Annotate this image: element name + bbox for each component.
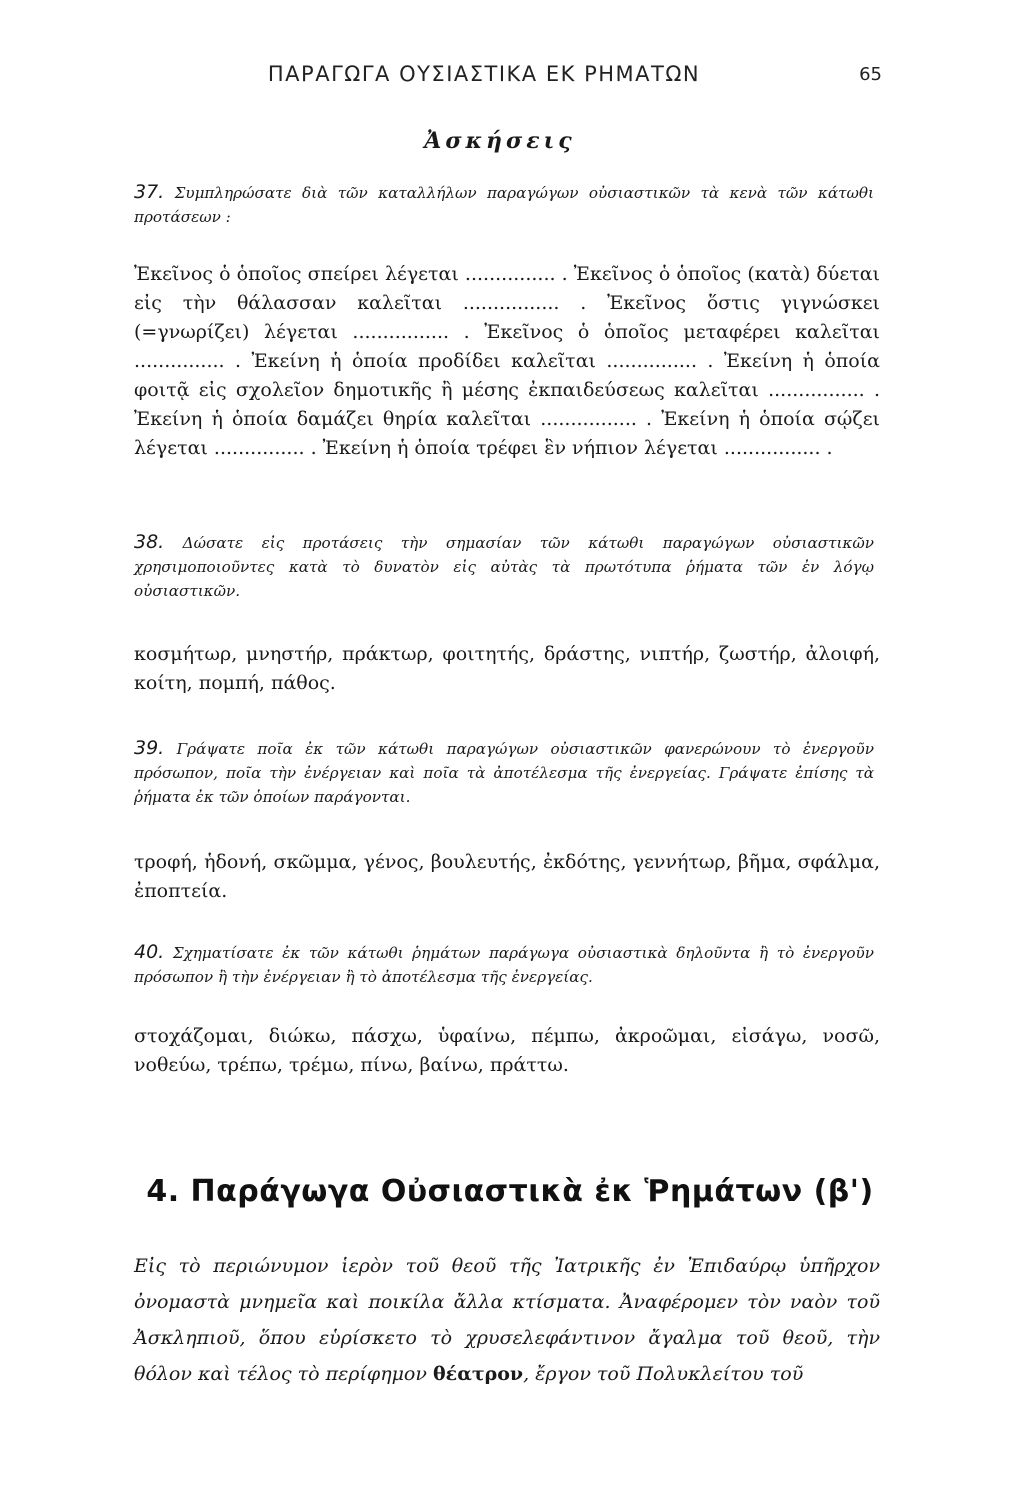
exercise-37-instruction: [134, 180, 874, 229]
body-paragraph: [134, 1248, 880, 1392]
exercise-39-words: τροφή, ἡδονή, σκῶμμα, γένος, βουλευτής, ἐκδότης, γεννήτωρ, βῆμα, σφάλμα, ἐποπτεία.: [134, 851, 880, 902]
emphasized-word: θέατρον: [432, 1363, 524, 1385]
fill-sentence: Ἐκείνη ἡ ὁποία σῴζει λέγεται: [134, 408, 881, 459]
fill-sentence: Ἐκεῖνος ὁ ὁποῖος μεταφέρει καλεῖται: [484, 321, 880, 343]
exercise-39-instruction: [134, 736, 874, 809]
exercise-40-instruction: [134, 940, 874, 989]
page-number: 65: [859, 64, 882, 85]
exercise-number: 40.: [134, 941, 165, 963]
section-title: Ἀσκήσεις: [424, 128, 576, 154]
exercise-38-instruction: [134, 530, 874, 603]
exercise-37-text: Ἐκεῖνος ὁ ὁποῖος σπείρει λέγεται ............... . Ἐκεῖνος ὁ ὁποῖος (κατὰ) δύεται εἰς τὴν θάλασσαν καλεῖται ................ . Ἐκεῖνος ὅστις γιγνώσκει (=γνωρίζει) λέγεται ................ . Ἐκεῖνος ὁ ὁποῖος μεταφέρει καλεῖται ............... . Ἐκείνη ἡ ὁποία προδίδει καλεῖται ............... . Ἐκείνη ἡ ὁποία φοιτᾷ εἰς σχολεῖον δημοτικῆς ἢ μέσης ἐκπαιδεύσεως καλεῖται ................ . Ἐκείνη ἡ ὁποία δαμάζει θηρία καλεῖται ................ . Ἐκείνη ἡ ὁποία σῴζει λέγεται ............... . Ἐκείνη ἡ ὁποία τρέφει ἓν νήπιον λέγεται ................ .: [134, 263, 881, 459]
instruction-text: Σχηματίσατε ἐκ τῶν κάτωθι ῥημάτων παράγωγα οὐσιαστικὰ δηλοῦντα ἢ τὸ ἐνεργοῦν πρόσωπον ἢ τὴν ἐνέργειαν ἢ τὸ ἀποτέλεσμα τῆς ἐνεργείας.: [134, 944, 874, 986]
exercise-38-words: κοσμήτωρ, μνηστήρ, πράκτωρ, φοιτητής, δράστης, νιπτήρ, ζωστήρ, ἀλοιφή, κοίτη, πομπή, πάθος.: [134, 643, 880, 694]
instruction-text: Γράψατε ποῖα ἐκ τῶν κάτωθι παραγώγων οὐσιαστικῶν φανερώνουν τὸ ἐνεργοῦν πρόσωπον, ποῖα τὴν ἐνέργειαν καὶ ποῖα τὰ ἀποτέλεσμα τῆς ἐνεργείας. Γράψατε ἐπίσης τὰ ῥήματα ἐκ τῶν ὁποίων παράγονται.: [134, 740, 875, 806]
fill-sentence: Ἐκείνη ἡ ὁποία τρέφει ἓν νήπιον λέγεται: [322, 437, 718, 459]
exercise-40-words: στοχάζομαι, διώκω, πάσχω, ὑφαίνω, πέμπω, ἀκροῶμαι, εἰσάγω, νοσῶ, νοθεύω, τρέπω, τρέμω, πίνω, βαίνω, πράττω.: [134, 1025, 880, 1076]
fill-sentence: Ἐκεῖνος ὁ ὁποῖος σπείρει λέγεται: [134, 263, 459, 285]
instruction-text: Συμπληρώσατε διὰ τῶν καταλλήλων παραγώγων οὐσιαστικῶν τὰ κενὰ τῶν κάτωθι προτάσεων :: [134, 184, 874, 226]
fill-sentence: Ἐκείνη ἡ ὁποία προδίδει καλεῖται: [251, 350, 596, 372]
fill-sentence: Ἐκεῖνος ὁ ὁποῖος (κατὰ) δύεται εἰς τὴν θάλασσαν καλεῖται: [134, 263, 880, 314]
fill-sentence: Ἐκείνη ἡ ὁποία φοιτᾷ εἰς σχολεῖον δημοτικῆς ἢ μέσης ἐκπαιδεύσεως καλεῖται: [134, 350, 880, 401]
fill-sentence: Ἐκείνη ἡ ὁποία δαμάζει θηρία καλεῖται: [134, 408, 532, 430]
running-head: ΠΑΡΑΓΩΓΑ ΟΥΣΙΑΣΤΙΚΑ ΕΚ ΡΗΜΑΤΩΝ: [267, 62, 701, 86]
exercise-number: 38.: [134, 531, 165, 553]
body-text-continued: , ἔργον τοῦ Πολυκλείτου τοῦ: [523, 1363, 804, 1385]
exercise-number: 39.: [134, 737, 165, 759]
instruction-text: Δώσατε εἰς προτάσεις τὴν σημασίαν τῶν κάτωθι παραγώγων οὐσιαστικῶν χρησιμοποιοῦντες κατὰ τὸ δυνατὸν εἰς αὐτὰς τὰ πρωτότυπα ῥήματα τῶν ἐν λόγῳ οὐσιαστικῶν.: [134, 534, 875, 600]
exercise-number: 37.: [134, 181, 165, 203]
body-text: Εἰς τὸ περιώνυμον ἱερὸν τοῦ θεοῦ τῆς Ἰατρικῆς ἐν Ἐπιδαύρῳ ὑπῆρχον ὀνομαστὰ μνημεῖα καὶ ποικίλα ἄλλα κτίσματα. Ἀναφέρομεν τὸν ναὸν τοῦ Ἀσκληπιοῦ, ὅπου εὑρίσκετο τὸ χρυσελεφάντινον ἄγαλμα τοῦ θεοῦ, τὴν θόλον καὶ τέλος τὸ περίφημον: [134, 1255, 880, 1385]
fill-sentence: Ἐκεῖνος ὅστις γιγνώσκει (=γνωρίζει) λέγεται: [134, 292, 880, 343]
chapter-title: 4. Παράγωγα Οὐσιαστικὰ ἐκ Ῥημάτων (β'): [146, 1174, 874, 1209]
